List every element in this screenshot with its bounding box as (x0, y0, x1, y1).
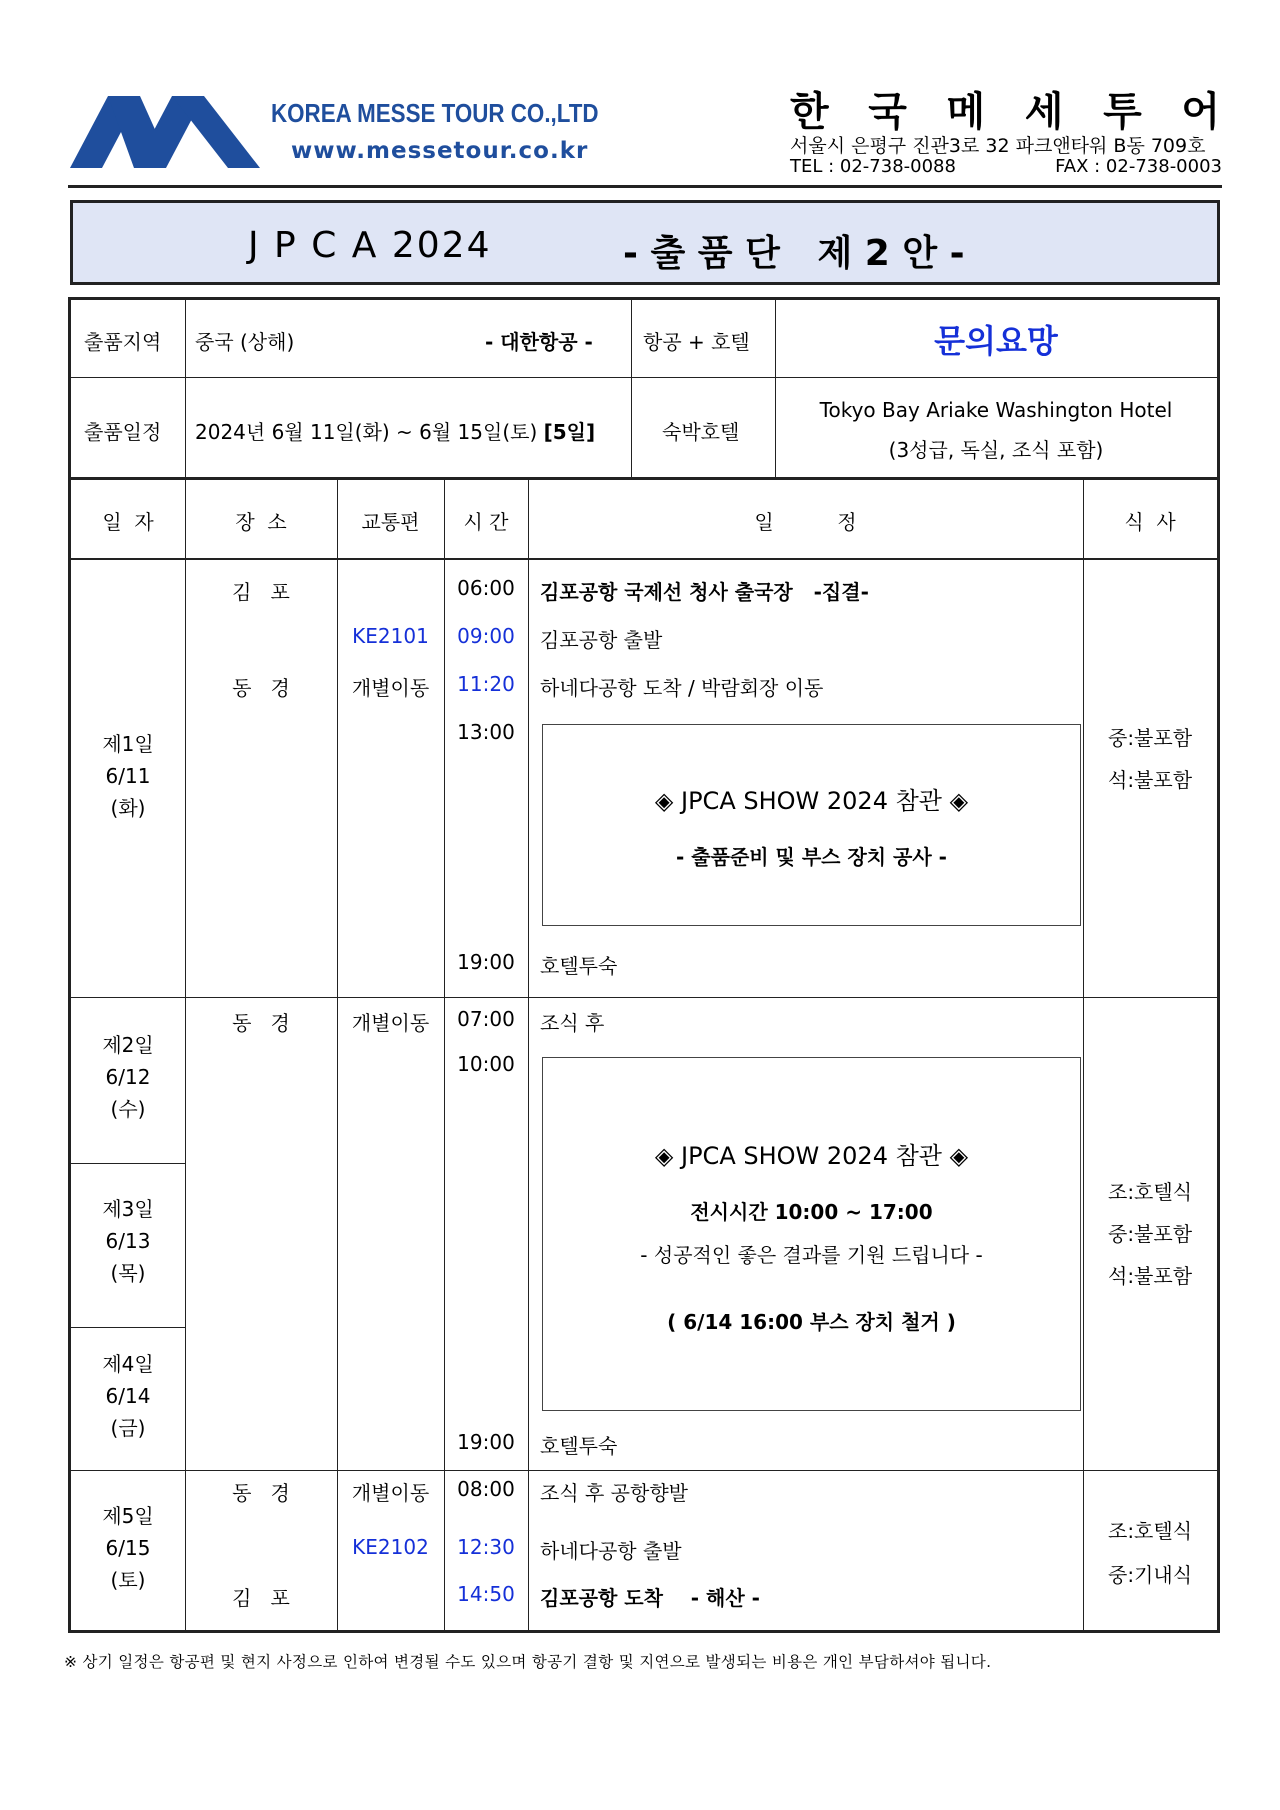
mid-dismantle: ( 6/14 16:00 부스 장치 철거 ) (667, 1310, 956, 1334)
col-day: 일 자 (102, 510, 154, 534)
day1-meal-dinner: 석:불포함 (1108, 768, 1193, 792)
day5-time-1450: 14:50 (457, 1582, 515, 1606)
company-logo (70, 96, 260, 168)
day4-label: 제4일 6/14 (금) (102, 1352, 154, 1440)
day1-show-box (542, 724, 1081, 926)
day5-time-1230: 12:30 (457, 1535, 515, 1559)
footnote: ※ 상기 일정은 항공편 및 현지 사정으로 인하여 변경될 수도 있으며 항공기 결항 및 지연으로 발생되는 비용은 개인 부담하셔야 됩니다. (64, 1653, 992, 1671)
col-place: 장 소 (235, 510, 287, 534)
day5-departure: 하네다공항 출발 (540, 1539, 682, 1563)
day5-flight: KE2102 (352, 1535, 429, 1559)
day1-label: 제1일 6/11 (화) (102, 732, 154, 820)
company-name-english: KOREA MESSE TOUR CO.,LTD (271, 98, 599, 128)
package-label: 항공 + 호텔 (643, 330, 750, 354)
schedule-label: 출품일정 (84, 420, 162, 444)
day1-time-0600: 06:00 (457, 576, 515, 600)
mid-meal-breakfast: 조:호텔식 (1108, 1180, 1193, 1204)
day5-arrival: 김포공항 도착 - 해산 - (540, 1586, 760, 1610)
company-website[interactable]: www.messetour.co.kr (291, 138, 589, 164)
mid-show-title: ◈ JPCA SHOW 2024 참관 ◈ (654, 1142, 969, 1170)
day5-label: 제5일 6/15 (토) (102, 1504, 154, 1592)
day1-meetup: 김포공항 국제선 청사 출국장 -집결- (540, 580, 869, 604)
mid-show-box (542, 1057, 1081, 1411)
day1-transport: 개별이동 (351, 676, 430, 700)
day1-time-1300: 13:00 (457, 720, 515, 744)
region-label: 출품지역 (84, 330, 162, 354)
hotel-note: (3성급, 독실, 조식 포함) (888, 438, 1104, 462)
day1-departure: 김포공항 출발 (540, 628, 663, 652)
day3-label: 제3일 6/13 (목) (102, 1197, 154, 1285)
day5-transport: 개별이동 (351, 1481, 430, 1505)
plan-title: - 출 품 단 제 2 안 - (623, 233, 965, 274)
mid-hotel: 호텔투숙 (540, 1434, 618, 1458)
itinerary-table (68, 297, 1220, 1633)
mid-show-hours: 전시시간 10:00 ~ 17:00 (690, 1200, 933, 1224)
day1-meal-lunch: 중:불포함 (1108, 726, 1193, 750)
day5-meal-lunch: 중:기내식 (1108, 1563, 1193, 1587)
hotel-label: 숙박호텔 (662, 420, 740, 444)
mid-show-wish: - 성공적인 좋은 결과를 기원 드립니다 - (640, 1243, 983, 1267)
day2-label: 제2일 6/12 (수) (102, 1033, 154, 1121)
header-divider (68, 185, 1222, 188)
day5-meal-breakfast: 조:호텔식 (1108, 1519, 1193, 1543)
mid-place: 동 경 (232, 1011, 290, 1035)
col-transport: 교통편 (361, 510, 420, 534)
company-name-korean: 한 국 메 세 투 어 (790, 89, 1220, 135)
col-schedule: 일 정 (754, 510, 857, 534)
col-time: 시 간 (463, 510, 509, 534)
mid-breakfast: 조식 후 (540, 1011, 605, 1035)
price-inquiry: 문의요망 (934, 322, 1058, 360)
region-value: 중국 (상해) (195, 330, 295, 354)
hotel-name: Tokyo Bay Ariake Washington Hotel (819, 398, 1173, 422)
document-title-box (70, 200, 1220, 285)
day1-time-1120: 11:20 (457, 672, 515, 696)
company-fax: FAX : 02-738-0003 (1055, 156, 1222, 177)
col-meal: 식 사 (1124, 510, 1176, 534)
mid-time-1900: 19:00 (457, 1430, 515, 1454)
company-address: 서울시 은평구 진관3로 32 파크앤타워 B동 709호 (790, 135, 1206, 157)
mid-time-0700: 07:00 (457, 1007, 515, 1031)
day5-breakfast: 조식 후 공항향발 (540, 1481, 688, 1505)
day1-place-gimpo: 김 포 (232, 580, 290, 604)
day1-hotel: 호텔투숙 (540, 954, 618, 978)
day1-show-sub: - 출품준비 및 부스 장치 공사 - (676, 845, 947, 869)
day1-arrival: 하네다공항 도착 / 박람회장 이동 (540, 676, 824, 700)
day1-show-title: ◈ JPCA SHOW 2024 참관 ◈ (654, 787, 969, 815)
day1-flight: KE2101 (352, 624, 429, 648)
mid-meal-lunch: 중:불포함 (1108, 1222, 1193, 1246)
day5-time-0800: 08:00 (457, 1477, 515, 1501)
day1-time-1900: 19:00 (457, 950, 515, 974)
airline: - 대한항공 - (485, 330, 593, 354)
day5-place-tokyo: 동 경 (232, 1481, 290, 1505)
day1-time-0900: 09:00 (457, 624, 515, 648)
schedule-value: 2024년 6월 11일(화) ~ 6월 15일(토) [5일] (195, 420, 596, 444)
day1-place-tokyo: 동 경 (232, 676, 290, 700)
mid-meal-dinner: 석:불포함 (1108, 1264, 1193, 1288)
day5-place-gimpo: 김 포 (232, 1586, 290, 1610)
event-title: J P C A 2024 (248, 225, 492, 266)
mid-transport: 개별이동 (351, 1011, 430, 1035)
company-tel: TEL : 02-738-0088 (790, 156, 956, 177)
mid-time-1000: 10:00 (457, 1052, 515, 1076)
